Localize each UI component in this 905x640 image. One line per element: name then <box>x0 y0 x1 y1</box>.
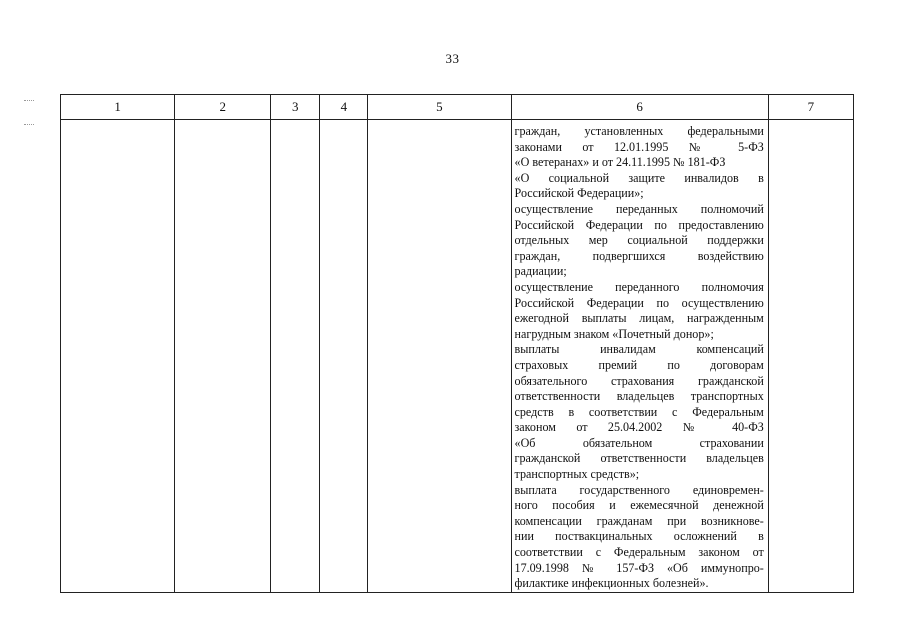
col6-text-line: Российской Федерации»; <box>514 186 644 201</box>
col6-text-line: филактике инфекционных болезней». <box>514 576 709 591</box>
col6-text-line: транспортных средств»; <box>514 467 640 482</box>
col6-text-line: граждан, установленных федеральными <box>514 124 764 138</box>
col6-text-line: осуществление переданных полномочий <box>514 201 764 216</box>
col6-text-line: гражданской ответственности владельцев <box>514 451 764 466</box>
cell-col-3 <box>271 120 320 593</box>
header-cell-4: 4 <box>320 95 368 120</box>
col6-text-line: «Об обязательном страховании <box>514 435 764 450</box>
header-cell-1: 1 <box>61 95 175 120</box>
col6-text-line: компенсации гражданам при возникнове- <box>514 513 764 528</box>
col6-text-line: «О ветеранах» и от 24.11.1995 № 181-ФЗ <box>514 155 726 170</box>
col6-text-line: Российской Федерации по осуществлению <box>514 295 764 310</box>
col6-text-line: нагрудным знаком «Почетный донор»; <box>514 326 714 341</box>
col6-text-line: Российской Федерации по предоставлению <box>514 217 764 232</box>
col6-text-block <box>512 120 768 592</box>
col6-text-line: радиации; <box>514 264 567 279</box>
margin-scan-mark-top <box>24 100 34 104</box>
header-cell-6: 6 <box>511 95 768 120</box>
col6-text-line: страховых премий по договорам <box>514 357 764 372</box>
col6-text-line: ответственности владельцев транспортных <box>514 389 764 404</box>
page-number: 33 <box>445 51 460 66</box>
col6-text-line: отдельных мер социальной поддержки <box>514 233 764 248</box>
cell-col-2 <box>175 120 271 593</box>
col6-text-line: выплаты инвалидам компенсаций <box>514 342 764 357</box>
col6-text-line: 17.09.1998 № 157-ФЗ «Об иммунопро- <box>514 560 764 575</box>
col6-text-line: «О социальной защите инвалидов в <box>514 170 764 185</box>
document-table <box>60 94 854 593</box>
col6-text-line: ного пособия и ежемесячной денежной <box>514 498 764 513</box>
margin-scan-mark-bottom <box>24 124 34 128</box>
col6-text-line: законами от 12.01.1995 № 5-ФЗ <box>514 139 764 154</box>
header-cell-7: 7 <box>768 95 853 120</box>
table-header-row <box>61 95 854 120</box>
col6-text-line: осуществление переданного полномочия <box>514 279 764 294</box>
cell-col-5 <box>368 120 511 593</box>
header-cell-5: 5 <box>368 95 511 120</box>
col6-text-line: законом от 25.04.2002 № 40-ФЗ <box>514 420 764 435</box>
cell-col-7 <box>768 120 853 593</box>
col6-text-line: выплата государственного единовремен- <box>514 482 764 497</box>
col6-text-line: средств в соответствии с Федеральным <box>514 404 764 419</box>
cell-col-6 <box>511 120 768 593</box>
col6-text-line: ежегодной выплаты лицам, награжденным <box>514 311 764 326</box>
col6-text-line: обязательного страхования гражданской <box>514 373 764 388</box>
header-cell-3: 3 <box>271 95 320 120</box>
table-row <box>61 120 854 593</box>
col6-text-line: нии поствакцинальных осложнений в <box>514 529 764 544</box>
col6-text-line: граждан, подвергшихся воздействию <box>514 248 764 263</box>
cell-col-4 <box>320 120 368 593</box>
col6-text-line: соответствии с Федеральным законом от <box>514 545 764 560</box>
header-cell-2: 2 <box>175 95 271 120</box>
cell-col-1 <box>61 120 175 593</box>
